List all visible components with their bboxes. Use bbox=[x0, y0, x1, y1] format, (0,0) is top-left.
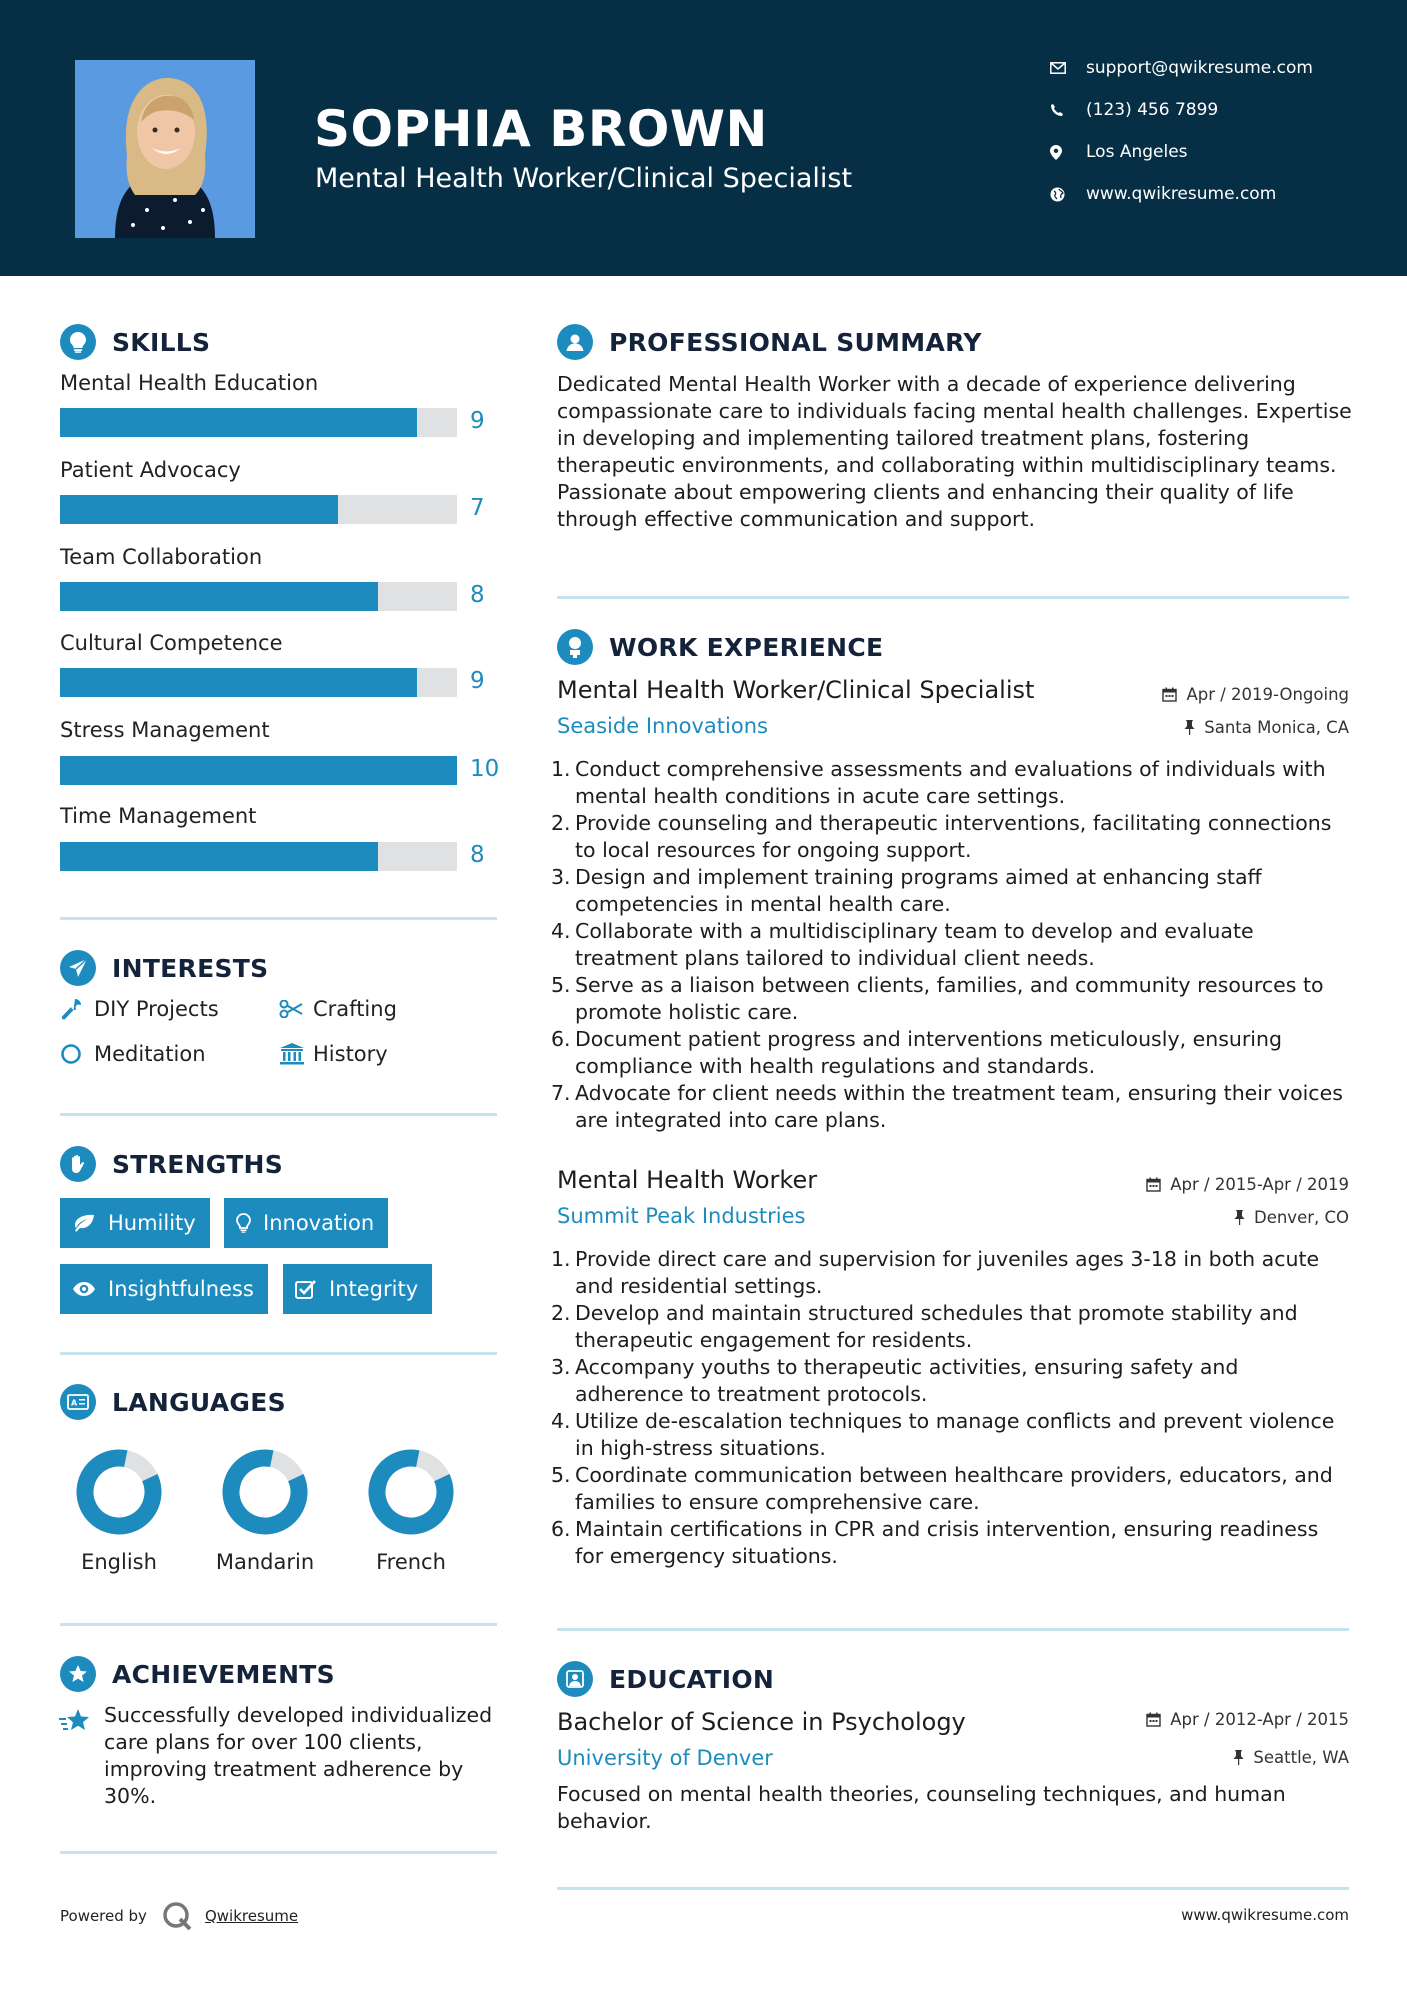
job-dates-text: Apr / 2019-Ongoing bbox=[1186, 685, 1349, 704]
skill-value: 8 bbox=[470, 582, 485, 608]
duty-text: Provide direct care and supervision for juveniles ages 3-18 in both acute and residential settings. bbox=[575, 1247, 1320, 1298]
duty-text: Coordinate communication between healthcare providers, educators, and families to ensure comprehensive care. bbox=[575, 1463, 1333, 1514]
achievement-text: Successfully developed individualized care plans for over 100 clients, improving treatment adherence by 30%. bbox=[104, 1703, 493, 1808]
skill-name: Cultural Competence bbox=[60, 631, 283, 655]
work-title: WORK EXPERIENCE bbox=[609, 632, 884, 662]
education-dates-text: Apr / 2012-Apr / 2015 bbox=[1170, 1710, 1349, 1729]
duty-text: Conduct comprehensive assessments and evaluations of individuals with mental health conditions in acute care settings. bbox=[575, 757, 1326, 808]
skill-value: 9 bbox=[470, 668, 485, 694]
contact-email-text: support@qwikresume.com bbox=[1086, 58, 1313, 78]
strength-tag bbox=[60, 1264, 268, 1314]
contact-email[interactable] bbox=[1050, 58, 1313, 78]
skill-value: 10 bbox=[470, 756, 500, 782]
duty-item: 2. Develop and maintain structured schedules that promote stability and therapeutic engagement for residents. bbox=[551, 1301, 1298, 1352]
calendar-icon bbox=[1146, 1712, 1161, 1727]
star-icon bbox=[58, 1708, 92, 1738]
duty-item: 6. Maintain certifications in CPR and crisis intervention, ensuring readiness for emergency situations. bbox=[551, 1517, 1319, 1568]
language-label: English bbox=[81, 1550, 157, 1574]
graduate-icon bbox=[557, 1661, 593, 1697]
strength-label: Insightfulness bbox=[108, 1277, 254, 1301]
interest-item bbox=[60, 997, 219, 1021]
raised-hand-icon bbox=[60, 1146, 96, 1182]
skill-bar-track bbox=[60, 582, 457, 611]
achievements-heading bbox=[60, 1656, 335, 1692]
skills-heading bbox=[60, 324, 210, 360]
education-dates bbox=[1146, 1710, 1349, 1729]
duty-item: 1. Conduct comprehensive assessments and evaluations of individuals with mental health conditions in acute care settings. bbox=[551, 757, 1326, 808]
eye-icon bbox=[72, 1281, 96, 1297]
strength-label: Humility bbox=[108, 1211, 196, 1235]
star-badge-icon bbox=[60, 1656, 96, 1692]
skill-name: Time Management bbox=[60, 804, 257, 828]
job-role: Mental Health Worker bbox=[557, 1166, 818, 1194]
language-donuts bbox=[60, 1440, 497, 1550]
svg-text:A: A bbox=[71, 1398, 78, 1408]
skill-bar-track bbox=[60, 668, 457, 697]
skill-value: 9 bbox=[470, 408, 485, 434]
achievements-title: ACHIEVEMENTS bbox=[112, 1659, 335, 1689]
duty-item: 3. Design and implement training programs aimed at enhancing staff competencies in mental health care. bbox=[551, 865, 1262, 916]
section-divider bbox=[557, 596, 1349, 599]
interest-item bbox=[60, 1042, 206, 1066]
qwikresume-link[interactable]: Qwikresume bbox=[204, 1907, 299, 1925]
job-location-text: Denver, CO bbox=[1253, 1208, 1349, 1227]
powered-by bbox=[60, 1900, 298, 1932]
strength-label: Integrity bbox=[329, 1277, 419, 1301]
duty-item: 5. Coordinate communication between healthcare providers, educators, and families to ensure comprehensive care. bbox=[551, 1463, 1333, 1514]
skill-name: Stress Management bbox=[60, 718, 270, 742]
languages-heading bbox=[60, 1384, 286, 1420]
contact-phone[interactable] bbox=[1050, 100, 1218, 120]
job-company: Summit Peak Industries bbox=[557, 1204, 806, 1228]
duty-text: Accompany youths to therapeutic activities, ensuring safety and adherence to treatment protocols. bbox=[575, 1355, 1239, 1406]
checkbox-icon bbox=[295, 1279, 317, 1299]
job-company: Seaside Innovations bbox=[557, 714, 768, 738]
interest-label: History bbox=[313, 1042, 388, 1066]
job-duties-list bbox=[551, 756, 1351, 1134]
duty-text: Advocate for client needs within the treatment team, ensuring their voices are integrated into care plans. bbox=[575, 1081, 1343, 1132]
education-heading bbox=[557, 1661, 774, 1697]
duty-text: Serve as a liaison between clients, families, and community resources to promote holistic care. bbox=[575, 973, 1324, 1024]
section-divider bbox=[557, 1887, 1349, 1890]
duty-item: 4. Collaborate with a multidisciplinary team to develop and evaluate treatment plans tailored to individual client needs. bbox=[551, 919, 1254, 970]
duty-item: 6. Document patient progress and interventions meticulously, ensuring compliance with health regulations and standards. bbox=[551, 1027, 1283, 1078]
duty-text: Collaborate with a multidisciplinary team to develop and evaluate treatment plans tailored to individual client needs. bbox=[575, 919, 1254, 970]
education-title: EDUCATION bbox=[609, 1664, 775, 1694]
education-text: Focused on mental health theories, counseling techniques, and human behavior. bbox=[557, 1782, 1286, 1833]
language-label: French bbox=[376, 1550, 446, 1574]
strength-tag bbox=[224, 1198, 388, 1248]
duty-item: 3. Accompany youths to therapeutic activities, ensuring safety and adherence to treatment protocols. bbox=[551, 1355, 1239, 1406]
wrench-icon bbox=[60, 998, 94, 1020]
skill-bar-track bbox=[60, 495, 457, 524]
duty-text: Utilize de-escalation techniques to manage conflicts and prevent violence in high-stress situations. bbox=[575, 1409, 1335, 1460]
circle-icon bbox=[60, 1043, 94, 1065]
duty-text: Develop and maintain structured schedules that promote stability and therapeutic engagement for residents. bbox=[575, 1301, 1298, 1352]
skills-title: SKILLS bbox=[112, 327, 211, 357]
interest-item bbox=[279, 997, 397, 1021]
skill-bar-track bbox=[60, 756, 457, 785]
contact-website-text: www.qwikresume.com bbox=[1086, 184, 1277, 204]
duty-text: Document patient progress and interventions meticulously, ensuring compliance with health regulations and standards. bbox=[575, 1027, 1283, 1078]
section-divider bbox=[60, 917, 497, 920]
job-duties-list bbox=[551, 1246, 1351, 1570]
duty-text: Design and implement training programs aimed at enhancing staff competencies in mental health care. bbox=[575, 865, 1262, 916]
envelope-icon bbox=[1050, 62, 1086, 74]
duty-item: 1. Provide direct care and supervision for juveniles ages 3-18 in both acute and residential settings. bbox=[551, 1247, 1320, 1298]
contact-phone-text: (123) 456 7899 bbox=[1086, 100, 1219, 120]
calendar-icon bbox=[1146, 1177, 1161, 1192]
skill-value: 8 bbox=[470, 842, 485, 868]
interest-label: Crafting bbox=[313, 997, 397, 1021]
section-divider bbox=[60, 1352, 497, 1355]
summary-title: PROFESSIONAL SUMMARY bbox=[609, 327, 982, 357]
skill-bar-fill bbox=[60, 756, 457, 785]
skill-bar-fill bbox=[60, 842, 378, 871]
skill-bar-track bbox=[60, 408, 457, 437]
pushpin-icon bbox=[1233, 1750, 1244, 1765]
skill-bar-fill bbox=[60, 408, 417, 437]
duty-item: 7. Advocate for client needs within the treatment team, ensuring their voices are integrated into care plans. bbox=[551, 1081, 1343, 1132]
contact-location-text: Los Angeles bbox=[1086, 142, 1188, 162]
skill-value: 7 bbox=[470, 495, 485, 521]
strength-label: Innovation bbox=[263, 1211, 375, 1235]
language-donut-fill bbox=[366, 1447, 456, 1537]
section-divider bbox=[60, 1623, 497, 1626]
education-location bbox=[1233, 1748, 1349, 1767]
duty-text: Maintain certifications in CPR and crisis intervention, ensuring readiness for emergency situations. bbox=[575, 1517, 1319, 1568]
calendar-icon bbox=[1162, 687, 1177, 702]
education-degree: Bachelor of Science in Psychology bbox=[557, 1708, 966, 1736]
strengths-title: STRENGTHS bbox=[112, 1149, 284, 1179]
pushpin-icon bbox=[1184, 720, 1195, 735]
lightbulb-icon bbox=[236, 1213, 251, 1233]
contact-location bbox=[1050, 142, 1188, 162]
skill-name: Mental Health Education bbox=[60, 371, 319, 395]
skill-bar-fill bbox=[60, 668, 417, 697]
museum-icon bbox=[279, 1043, 313, 1065]
job-location bbox=[1234, 1208, 1349, 1227]
scissors-icon bbox=[279, 1000, 313, 1018]
user-icon bbox=[557, 324, 593, 360]
skill-name: Team Collaboration bbox=[60, 545, 263, 569]
job-location-text: Santa Monica, CA bbox=[1204, 718, 1349, 737]
skill-bar-fill bbox=[60, 582, 378, 611]
job-dates bbox=[1162, 685, 1349, 704]
strength-tag bbox=[283, 1264, 432, 1314]
skill-bar-track bbox=[60, 842, 457, 871]
interests-heading bbox=[60, 950, 268, 986]
qwikresume-logo-icon bbox=[161, 1900, 193, 1932]
briefcase-icon bbox=[557, 629, 593, 665]
section-divider bbox=[60, 1851, 497, 1854]
leaf-icon bbox=[72, 1214, 96, 1232]
paper-plane-icon bbox=[60, 950, 96, 986]
duty-item: 5. Serve as a liaison between clients, families, and community resources to promote holistic care. bbox=[551, 973, 1324, 1024]
job-location bbox=[1184, 718, 1349, 737]
language-donut-fill bbox=[74, 1447, 164, 1537]
interests-title: INTERESTS bbox=[112, 953, 269, 983]
candidate-name: SOPHIA BROWN bbox=[314, 100, 768, 158]
interest-item bbox=[279, 1042, 388, 1066]
profile-photo bbox=[75, 60, 255, 238]
strengths-heading bbox=[60, 1146, 283, 1182]
education-location-text: Seattle, WA bbox=[1253, 1748, 1349, 1767]
pushpin-icon bbox=[1234, 1210, 1245, 1225]
resume-header bbox=[0, 0, 1407, 276]
education-school: University of Denver bbox=[557, 1746, 773, 1770]
powered-by-label: Powered by bbox=[60, 1907, 147, 1925]
section-divider bbox=[557, 1628, 1349, 1631]
summary-text: Dedicated Mental Health Worker with a decade of experience delivering compassionate care to individuals facing mental health challenges. Expertise in developing and implementing tailored treatment plans, fostering therapeutic environments, and collaborating within multidisciplinary teams. Passionate about empowering clients and enhancing their quality of life through effective communication and support. bbox=[557, 372, 1352, 531]
location-pin-icon bbox=[1050, 145, 1086, 160]
strength-tag bbox=[60, 1198, 210, 1248]
section-divider bbox=[60, 1113, 497, 1116]
language-card-icon bbox=[60, 1384, 96, 1420]
duty-text: Provide counseling and therapeutic interventions, facilitating connections to local resources for ongoing support. bbox=[575, 811, 1332, 862]
work-heading bbox=[557, 629, 883, 665]
globe-icon bbox=[1050, 187, 1086, 202]
lightbulb-icon bbox=[60, 324, 96, 360]
phone-icon bbox=[1050, 103, 1086, 117]
duty-item: 2. Provide counseling and therapeutic interventions, facilitating connections to local resources for ongoing support. bbox=[551, 811, 1332, 862]
skill-name: Patient Advocacy bbox=[60, 458, 241, 482]
job-dates bbox=[1146, 1175, 1349, 1194]
footer-url[interactable]: www.qwikresume.com bbox=[1181, 1906, 1349, 1924]
languages-title: LANGUAGES bbox=[112, 1387, 286, 1417]
job-dates-text: Apr / 2015-Apr / 2019 bbox=[1170, 1175, 1349, 1194]
language-label: Mandarin bbox=[215, 1550, 315, 1574]
interest-label: DIY Projects bbox=[94, 997, 219, 1021]
candidate-title: Mental Health Worker/Clinical Specialist bbox=[315, 163, 853, 194]
skill-bar-fill bbox=[60, 495, 338, 524]
job-role: Mental Health Worker/Clinical Specialist bbox=[557, 676, 1035, 704]
contact-website[interactable] bbox=[1050, 184, 1276, 204]
interest-label: Meditation bbox=[94, 1042, 206, 1066]
duty-item: 4. Utilize de-escalation techniques to manage conflicts and prevent violence in high-stress situations. bbox=[551, 1409, 1335, 1460]
language-donut-fill bbox=[220, 1447, 310, 1537]
summary-heading bbox=[557, 324, 982, 360]
